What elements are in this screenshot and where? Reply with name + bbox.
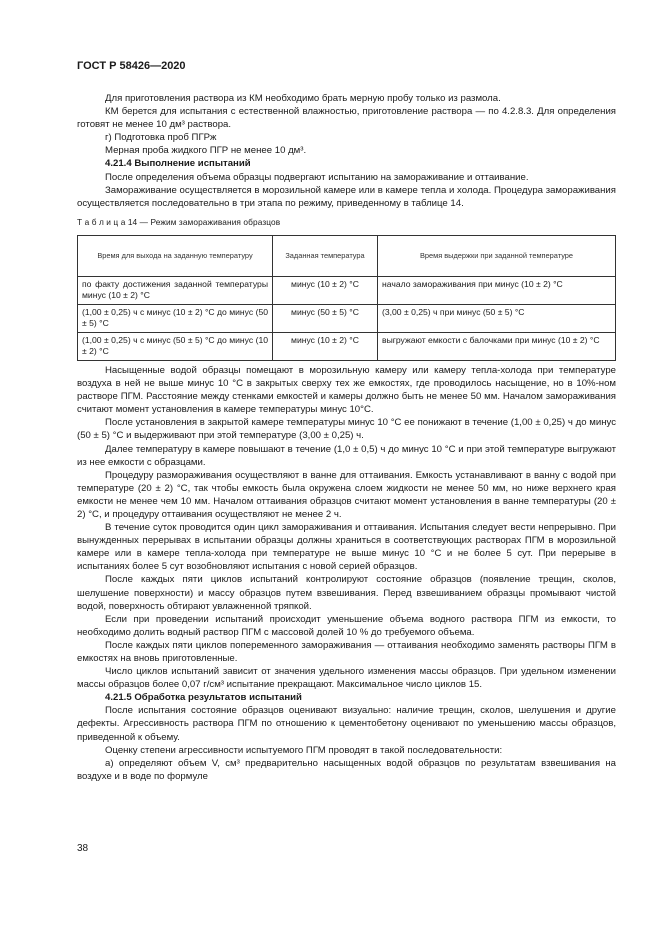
table-cell: минус (50 ± 5) °C [273, 304, 378, 332]
paragraph: Число циклов испытаний зависит от значения удельного изменения массы образцов. При удельном изменении массы образцов более 0,07 г/см³ испытание прекращают. Максимальное число циклов 15. [77, 666, 616, 691]
table-cell: (3,00 ± 0,25) ч при минус (50 ± 5) °C [378, 304, 616, 332]
paragraph: Замораживание осуществляется в морозильной камере или в камере тепла и холода. Процедура замораживания осуществляется последовательно в три этапа по режиму, приведенному в таблице 14. [77, 184, 616, 209]
document-header: ГОСТ Р 58426—2020 [77, 60, 186, 72]
paragraph: г) Подготовка проб ПГРж [105, 132, 217, 144]
table-cell: (1,00 ± 0,25) ч с минус (50 ± 5) °C до минус (10 ± 2) °C [78, 332, 273, 360]
paragraph: После испытания состояние образцов оценивают визуально: наличие трещин, сколов, шелушения и другие дефекты. Агрессивность раствора ПГМ по отношению к цементобетону оценивают по уменьшению массы образцов, приведенной к объему. [77, 705, 616, 743]
table-cell: минус (10 ± 2) °C [273, 332, 378, 360]
section-heading: 4.21.4 Выполнение испытаний [105, 158, 251, 170]
paragraph: Насыщенные водой образцы помещают в морозильную камеру или камеру тепла-холода при температуре воздуха в ней не выше минус 10 °C в закрытых сверху тех же емкостях, где проводилось насыщение, но в 10%-ном растворе ПГМ. Расстояние между стенками емкостей и камеры должно быть не менее 50 мм. Началом замораживания считают момент установления в камере температуры минус 10°C. [77, 364, 616, 416]
paragraph: Оценку степени агрессивности испытуемого ПГМ проводят в такой последовательности: [105, 744, 503, 756]
paragraph: После определения объема образцы подвергают испытанию на замораживание и оттаивание. [105, 171, 529, 183]
paragraph: После каждых пяти циклов испытаний контролируют состояние образцов (появление трещин, сколов, шелушение поверхности) и массу образцов путем взвешивания. Перед взвешиванием образцы промывают чистой водой, поверхность обтирают увлажненной тряпкой. [77, 574, 616, 612]
freezing-mode-table [77, 235, 616, 361]
paragraph: В течение суток проводится один цикл замораживания и оттаивания. Испытания следует вести непрерывно. При вынужденных перерывах в испытании образцы должны храниться в соответствующих растворах ПГМ в морозильной камере или в камере тепла-холода при температуре не выше минус 10 °C и не более 5 сут. При перерыве в испытаниях более 5 сут возобновляют испытания с новой серией образцов. [77, 522, 616, 573]
paragraph: Процедуру размораживания осуществляют в ванне для оттаивания. Емкость устанавливают в ванну с водой при температуре (20 ± 2) °C, так чтобы емкость была окружена слоем жидкости не менее 50 мм, но ниже верхнего края емкости не менее чем 10 мм. Началом оттаивания образцов считают момент установления в ванне температуры (20 ± 2) °C, и процедуру оттаивания осуществляют не менее 2 ч. [77, 469, 616, 520]
table-row [78, 304, 616, 332]
paragraph: Для приготовления раствора из КМ необходимо брать мерную пробу только из размола. [105, 93, 501, 104]
table-caption: Т а б л и ц а 14 — Режим замораживания образцов [77, 216, 281, 227]
table-cell: по факту достижения заданной температуры минус (10 ± 2) °C [78, 276, 273, 304]
section-heading: 4.21.5 Обработка результатов испытаний [105, 692, 302, 704]
table-row [78, 276, 616, 304]
table-cell: начало замораживания при минус (10 ± 2) °C [378, 276, 616, 304]
paragraph: Далее температуру в камере повышают в течение (1,0 ± 0,5) ч до минус 10 °C и при этой температуре выгружают из нее емкости с образцами. [77, 443, 616, 468]
paragraph: а) определяют объем V, см³ предварительно насыщенных водой образцов по результатам взвешивания на воздухе и в воде по формуле [77, 757, 616, 782]
table-cell: (1,00 ± 0,25) ч с минус (10 ± 2) °C до минус (50 ± 5) °C [78, 304, 273, 332]
table-cell: выгружают емкости с балочками при минус (10 ± 2) °C [378, 332, 616, 360]
paragraph: Если при проведении испытаний происходит уменьшение объема водного раствора ПГМ из емкости, то необходимо долить водный раствор ПГМ с массовой долей 10 % до требуемого объема. [77, 613, 616, 638]
table-header-row [78, 235, 616, 276]
document-body [77, 92, 616, 783]
page-number: 38 [77, 843, 89, 854]
column-header: Заданная температура [273, 235, 378, 276]
table-cell: минус (10 ± 2) °C [273, 276, 378, 304]
paragraph: КМ берется для испытания с естественной влажностью, приготовление раствора — по 4.2.8.3. Для определения готовят не менее 10 дм³ раствора. [77, 106, 616, 131]
table-row [78, 332, 616, 360]
column-header: Время выдержки при заданной температуре [378, 235, 616, 276]
paragraph: После установления в закрытой камере температуры минус 10 °C ее понижают в течение (1,00 ± 0,25) ч до минус (50 ± 5) °C и выдерживают при этой температуре (3,00 ± 0,25) ч. [77, 417, 616, 442]
column-header: Время для выхода на заданную температуру [78, 235, 273, 276]
paragraph: После каждых пяти циклов попеременного замораживания — оттаивания необходимо заменять растворы ПГМ в емкостях на вновь приготовленные. [77, 639, 616, 664]
paragraph: Мерная проба жидкого ПГР не менее 10 дм³. [105, 145, 307, 157]
